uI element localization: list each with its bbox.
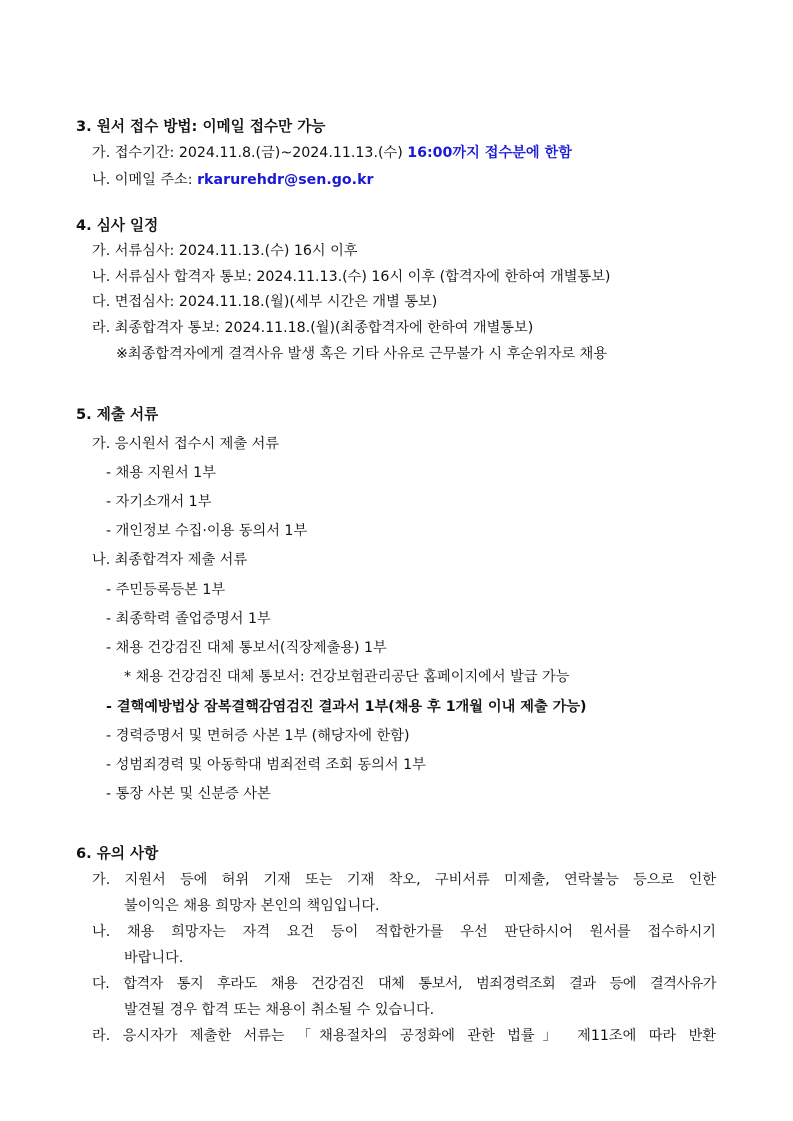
section-6-item-b-line1: 나. 채용 희망자는 자격 요건 등이 적합한가를 우선 판단하시어 원서를 접수하시기 [92,924,716,940]
section-6-item-a-line1: 가. 지원서 등에 허위 기재 또는 기재 착오, 구비서류 미제출, 연락불능 등으로 인한 [92,872,716,888]
email-address: rkarurehdr@sen.go.kr [197,172,374,188]
list-item-note: * 채용 건강검진 대체 통보서: 건강보험관리공단 홈페이지에서 발급 가능 [124,669,570,685]
section-6-item-c-line1: 다. 합격자 통지 후라도 채용 건강검진 대체 통보서, 범죄경력조회 결과 등에 결격사유가 [92,976,716,992]
section-5-item-b: 나. 최종합격자 제출 서류 [92,552,248,568]
section-4-note: ※최종합격자에게 결격사유 발생 혹은 기타 사유로 근무불가 시 후순위자로 채용 [116,346,608,362]
list-item: - 자기소개서 1부 [106,494,212,510]
application-period-text: 가. 접수기간: 2024.11.8.(금)~2024.11.13.(수) [92,145,408,161]
section-5-item-a: 가. 응시원서 접수시 제출 서류 [92,436,280,452]
list-item: - 주민등록등본 1부 [106,582,226,598]
deadline-highlight: 16:00까지 접수분에 한함 [407,145,572,161]
section-4-item-d: 라. 최종합격자 통보: 2024.11.18.(월)(최종합격자에 한하여 개별통보) [92,320,534,336]
section-3-heading: 3. 원서 접수 방법: 이메일 접수만 가능 [76,118,326,135]
list-item-emphasized: - 결핵예방법상 잠복결핵감염검진 결과서 1부(채용 후 1개월 이내 제출 가능) [106,699,587,715]
section-6-item-b-line2: 바랍니다. [124,950,184,966]
section-6-heading: 6. 유의 사항 [76,845,159,862]
section-4-item-c: 다. 면접심사: 2024.11.18.(월)(세부 시간은 개별 통보) [92,294,438,310]
section-5-heading: 5. 제출 서류 [76,406,159,423]
list-item: - 최종학력 졸업증명서 1부 [106,611,271,627]
list-item: - 채용 지원서 1부 [106,465,216,481]
section-6-item-a-line2: 불이익은 채용 희망자 본인의 책임입니다. [124,898,380,914]
list-item: - 경력증명서 및 면허증 사본 1부 (해당자에 한함) [106,728,410,744]
section-4-heading: 4. 심사 일정 [76,217,159,234]
section-3-item-b [92,171,374,189]
section-4-item-b: 나. 서류심사 합격자 통보: 2024.11.13.(수) 16시 이후 (합격자에 한하여 개별통보) [92,269,611,285]
section-4-item-a: 가. 서류심사: 2024.11.13.(수) 16시 이후 [92,243,358,259]
list-item: - 채용 건강검진 대체 통보서(직장제출용) 1부 [106,640,387,656]
list-item: - 개인정보 수집·이용 동의서 1부 [106,523,308,539]
section-3-item-a [92,144,572,162]
list-item: - 통장 사본 및 신분증 사본 [106,786,271,802]
section-6-item-c-line2: 발견될 경우 합격 또는 채용이 취소될 수 있습니다. [124,1002,435,1018]
email-label: 나. 이메일 주소: [92,172,198,188]
section-6-item-d-line1: 라. 응시자가 제출한 서류는 「채용절차의 공정화에 관한 법률」 제11조에 따라 반환 [92,1028,716,1044]
list-item: - 성범죄경력 및 아동학대 범죄전력 조회 동의서 1부 [106,757,426,773]
